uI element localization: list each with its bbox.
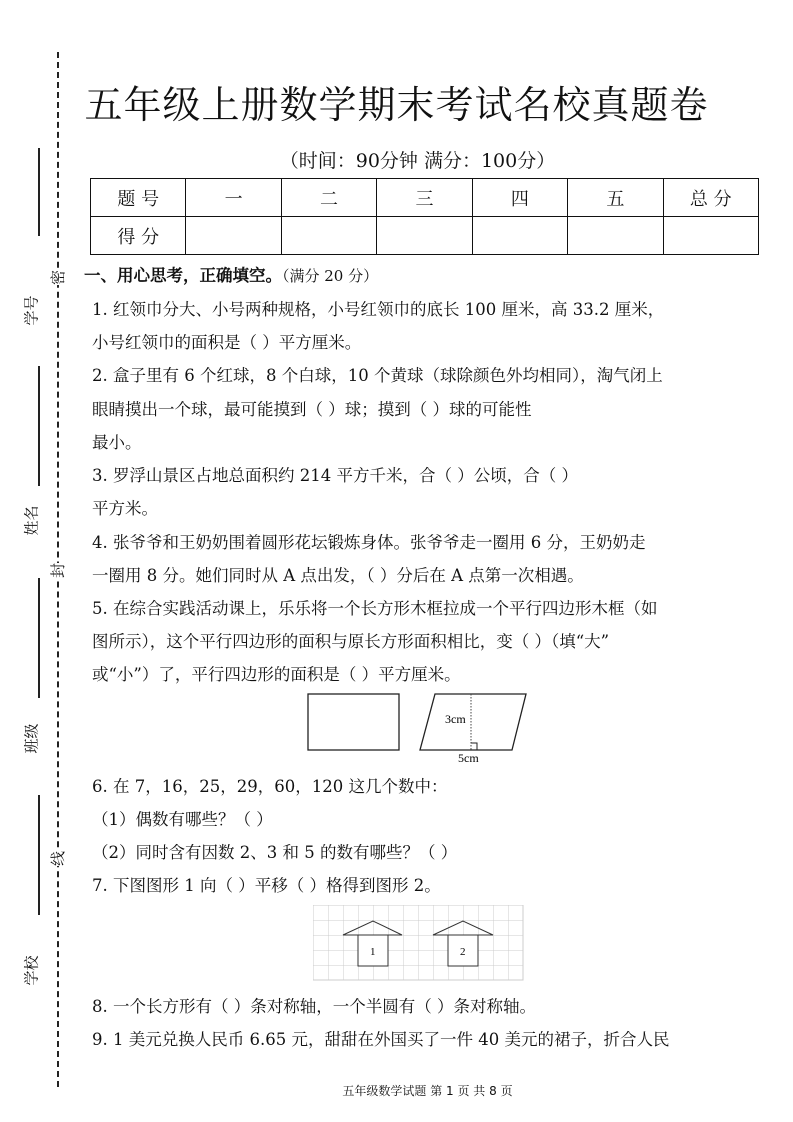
question-line: 3. 罗浮山景区占地总面积约 214 平方千米，合（ ）公顷，合（ ） <box>92 466 578 485</box>
score-cell[interactable] <box>281 217 376 255</box>
score-cell[interactable] <box>663 217 758 255</box>
label-name: 姓名 <box>22 505 41 536</box>
question-line: 一圈用 8 分。她们同时从 A 点出发，（ ）分后在 A 点第一次相遇。 <box>92 566 584 585</box>
figure-translation-grid <box>313 905 525 983</box>
question-line: 5. 在综合实践活动课上，乐乐将一个长方形木框拉成一个平行四边形木框（如 <box>92 599 658 618</box>
question-line: 6. 在 7，16，25，29，60，120 这几个数中： <box>92 777 448 796</box>
section-1-heading <box>84 262 378 286</box>
height-label: 3cm <box>445 712 466 726</box>
section-score: （满分 20 分） <box>282 267 379 285</box>
seal-mark-xian: 线 <box>49 850 68 867</box>
header-cell: 五 <box>568 179 663 217</box>
score-table-score-row <box>91 217 759 255</box>
field-underline-name <box>38 366 40 486</box>
section-title: 一、用心思考，正确填空。 <box>84 266 282 285</box>
figure-rectangle-parallelogram <box>300 685 540 765</box>
exam-time-score: （时间：90分钟 满分：100分） <box>279 150 556 172</box>
question-line: 眼睛摸出一个球，最可能摸到（ ）球；摸到（ ）球的可能性 <box>92 400 532 419</box>
label-student-id: 学号 <box>22 295 41 326</box>
score-cell[interactable] <box>568 217 663 255</box>
seal-mark-mi: 密 <box>49 269 68 286</box>
header-cell: 二 <box>281 179 376 217</box>
score-cell[interactable] <box>472 217 567 255</box>
header-cell: 总 分 <box>663 179 758 217</box>
shape-1-label: 1 <box>370 946 376 958</box>
score-table-header-row <box>91 179 759 217</box>
question-line: 平方米。 <box>92 499 158 518</box>
question-line: 小号红领巾的面积是（ ）平方厘米。 <box>92 333 362 352</box>
parallelogram-shape <box>420 694 526 750</box>
label-class: 班级 <box>22 723 41 754</box>
question-line: 9. 1 美元兑换人民币 6.65 元，甜甜在外国买了一件 40 美元的裙子，折合人民 <box>92 1030 670 1049</box>
question-line: 8. 一个长方形有（ ）条对称轴，一个半圆有（ ）条对称轴。 <box>92 997 536 1016</box>
header-cell: 题 号 <box>91 179 186 217</box>
row-label: 得 分 <box>91 217 186 255</box>
score-cell[interactable] <box>377 217 472 255</box>
right-angle-mark <box>471 743 477 750</box>
question-line: 2. 盒子里有 6 个红球，8 个白球，10 个黄球（球除颜色外均相同），淘气闭上 <box>92 366 663 385</box>
page-title: 五年级上册数学期末考试名校真题卷 <box>84 83 709 127</box>
field-underline-school <box>38 795 40 915</box>
label-school: 学校 <box>22 955 41 986</box>
question-line: 4. 张爷爷和王奶奶围着圆形花坛锻炼身体。张爷爷走一圈用 6 分，王奶奶走 <box>92 533 646 552</box>
page-footer: 五年级数学试题 第 1 页 共 8 页 <box>342 1084 513 1098</box>
base-label: 5cm <box>458 751 479 765</box>
rectangle-shape <box>308 694 399 750</box>
header-cell: 四 <box>472 179 567 217</box>
score-table <box>90 178 759 255</box>
score-cell[interactable] <box>186 217 281 255</box>
grid <box>313 905 523 980</box>
shape-2-label: 2 <box>460 946 466 958</box>
question-line: 7. 下图图形 1 向（ ）平移（ ）格得到图形 2。 <box>92 876 441 895</box>
seal-mark-feng: 封 <box>49 562 68 579</box>
header-cell: 一 <box>186 179 281 217</box>
question-line: 最小。 <box>92 433 142 452</box>
question-line: 图所示），这个平行四边形的面积与原长方形面积相比，变（ ）（填“大” <box>92 632 610 651</box>
field-underline-class <box>38 578 40 698</box>
question-line: 1. 红领巾分大、小号两种规格，小号红领巾的底长 100 厘米，高 33.2 厘米， <box>92 300 665 319</box>
header-cell: 三 <box>377 179 472 217</box>
question-line: （1）偶数有哪些？（ ） <box>92 810 273 829</box>
question-line: （2）同时含有因数 2、3 和 5 的数有哪些？（ ） <box>92 843 458 862</box>
question-line: 或“小”）了，平行四边形的面积是（ ）平方厘米。 <box>92 665 461 684</box>
